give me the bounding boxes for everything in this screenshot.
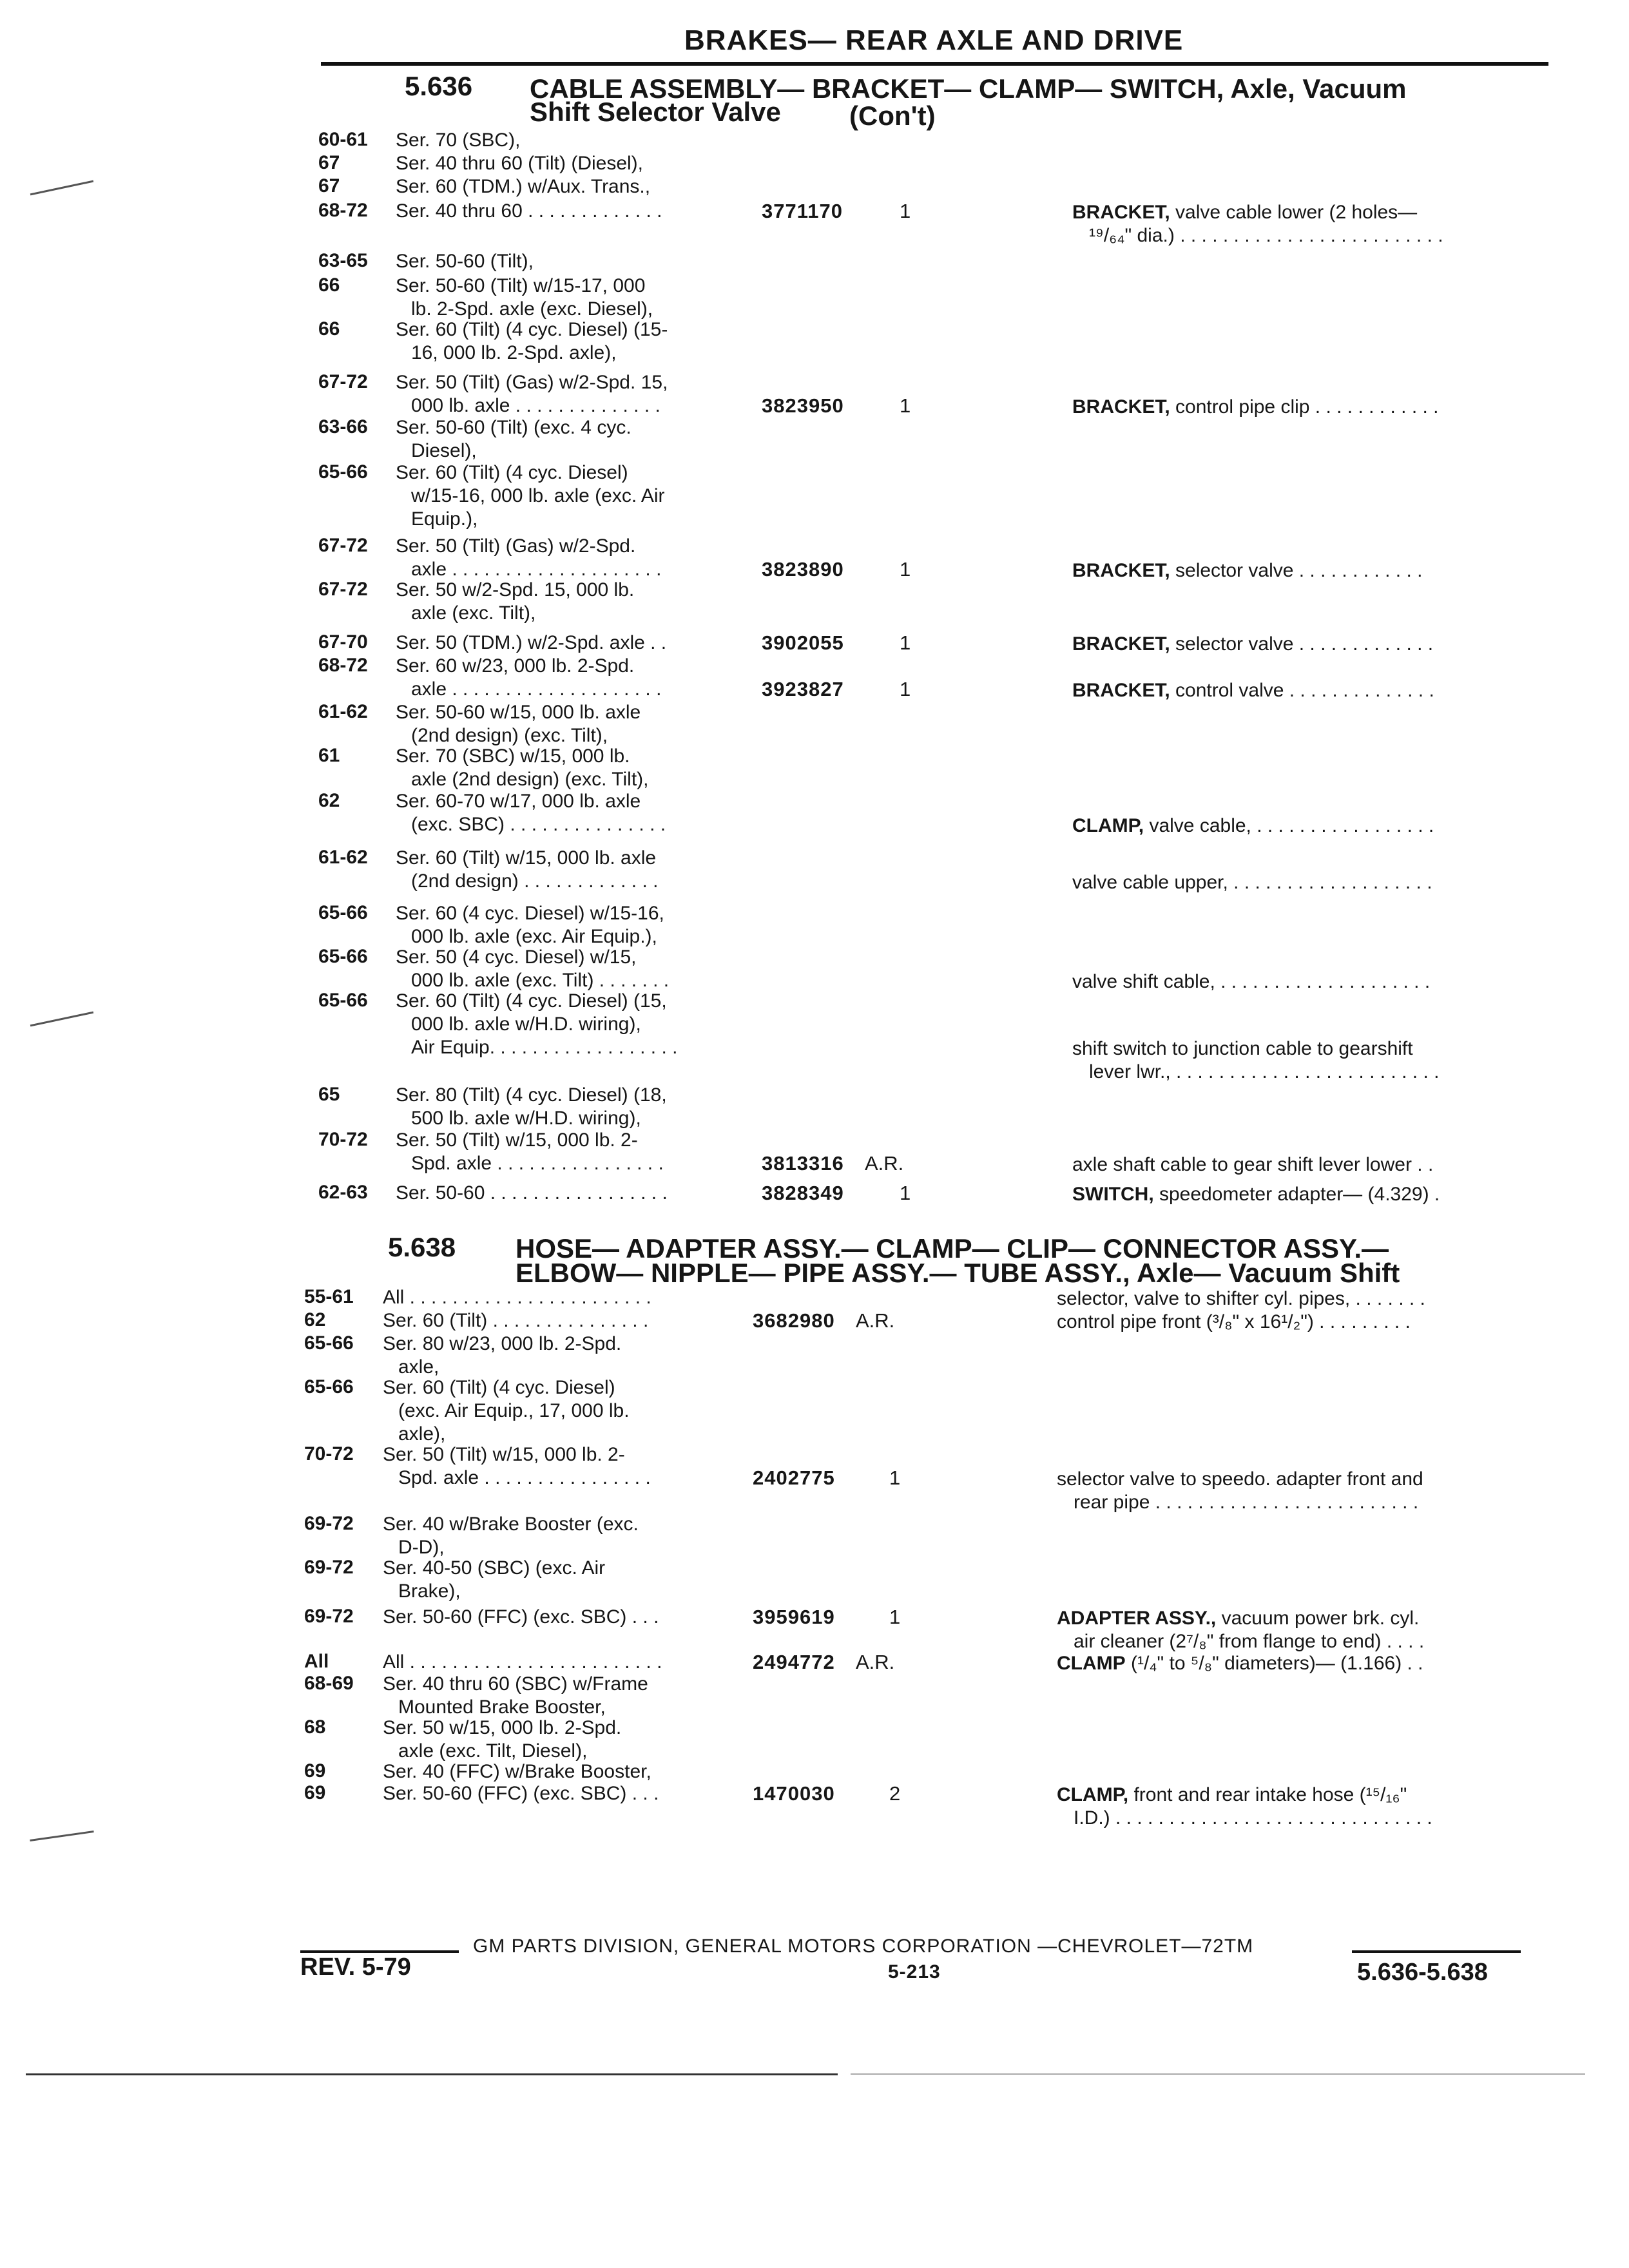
description-keyword: CLAMP,: [1072, 815, 1144, 836]
application-text-cont: Spd. axle . . . . . . . . . . . . . . . .: [398, 1467, 651, 1488]
part-number: 3813316: [762, 1152, 844, 1175]
part-number: 3823890: [762, 558, 844, 581]
model-year: 65-66: [318, 902, 368, 923]
part-number: 3771170: [762, 200, 843, 222]
application-text: Ser. 40 thru 60 (SBC) w/Frame: [383, 1673, 648, 1695]
description-text: (¹/₄" to ⁵/₈" diameters)— (1.166) . .: [1125, 1653, 1423, 1674]
section-title-line1: HOSE— ADAPTER ASSY.— CLAMP— CLIP— CONNECTOR ASSY.—: [516, 1233, 1389, 1264]
application-text: Ser. 60 (Tilt) (4 cyc. Diesel) (15-: [396, 319, 668, 340]
description-text: control pipe front (³/₈" x 16¹/₂") . . . . . . . . .: [1057, 1311, 1411, 1332]
scan-edge-line-faint: [851, 2073, 1585, 2075]
application-text-cont: Equip.),: [411, 508, 478, 530]
application-text-cont: 000 lb. axle . . . . . . . . . . . . . .: [411, 395, 660, 416]
footer-revision: REV. 5-79: [300, 1954, 411, 1981]
model-year: 66: [318, 274, 340, 296]
scan-mark: [30, 1831, 93, 1841]
part-description: [1072, 1153, 1433, 1177]
application-text: Ser. 80 w/23, 000 lb. 2-Spd.: [383, 1333, 622, 1354]
section-title-suffix: (Con't): [849, 101, 936, 131]
description-keyword: CLAMP: [1057, 1653, 1126, 1674]
model-year: 67-70: [318, 631, 368, 653]
model-year: 55-61: [304, 1286, 354, 1307]
part-description-cont: I.D.) . . . . . . . . . . . . . . . . . . . . . . . . . . . . . .: [1074, 1807, 1432, 1829]
description-keyword: BRACKET,: [1072, 680, 1170, 701]
description-keyword: BRACKET,: [1072, 633, 1170, 655]
application-text: Ser. 50 (Tilt) w/15, 000 lb. 2-: [396, 1129, 638, 1151]
model-year: 70-72: [318, 1129, 368, 1150]
application-text-cont: 000 lb. axle (exc. Air Equip.),: [411, 926, 657, 947]
model-year: 65-66: [318, 461, 368, 483]
application-text-cont: w/15-16, 000 lb. axle (exc. Air: [411, 485, 665, 506]
application-text-cont: lb. 2-Spd. axle (exc. Diesel),: [411, 298, 653, 320]
description-keyword: BRACKET,: [1072, 560, 1170, 581]
part-description: [1072, 871, 1432, 894]
quantity: 1: [900, 1182, 911, 1204]
application-text: Ser. 50 (Tilt) (Gas) w/2-Spd. 15,: [396, 372, 668, 393]
quantity: A.R.: [865, 1152, 904, 1175]
application-text-cont: 500 lb. axle w/H.D. wiring),: [411, 1108, 641, 1129]
description-text: vacuum power brk. cyl.: [1216, 1608, 1420, 1629]
application-text: Ser. 50-60 (FFC) (exc. SBC) . . .: [383, 1606, 659, 1628]
model-year: 67-72: [318, 579, 368, 600]
application-text: Ser. 50 (Tilt) (Gas) w/2-Spd.: [396, 535, 636, 557]
model-year: 69: [304, 1782, 326, 1803]
description-text: selector valve . . . . . . . . . . . .: [1170, 560, 1423, 581]
part-number: 3902055: [762, 631, 844, 654]
model-year: 67: [318, 175, 340, 197]
description-keyword: BRACKET,: [1072, 396, 1170, 418]
model-year: 63-65: [318, 250, 368, 271]
section-number: 5.636: [405, 71, 473, 101]
quantity: 1: [900, 558, 911, 581]
application-text-cont: axle (exc. Tilt, Diesel),: [398, 1740, 588, 1762]
model-year: 62: [304, 1309, 326, 1331]
model-year: 70-72: [304, 1443, 354, 1465]
part-number: 2402775: [753, 1466, 835, 1489]
description-text: axle shaft cable to gear shift lever lower . .: [1072, 1154, 1434, 1175]
part-description: [1072, 814, 1434, 838]
model-year: 67: [318, 152, 340, 173]
scan-mark: [30, 180, 93, 196]
application-text-cont: Diesel),: [411, 440, 477, 461]
model-year: 65: [318, 1084, 340, 1105]
application-text-cont: (exc. SBC) . . . . . . . . . . . . . . .: [411, 814, 666, 835]
part-description: [1072, 679, 1434, 702]
section-title-line2: ELBOW— NIPPLE— PIPE ASSY.— TUBE ASSY., Axle— Vacuum Shift: [516, 1258, 1400, 1288]
model-year: 69: [304, 1760, 326, 1782]
application-text: Ser. 50-60 (FFC) (exc. SBC) . . .: [383, 1783, 659, 1804]
quantity: A.R.: [856, 1309, 895, 1332]
application-text: Ser. 40 (FFC) w/Brake Booster,: [383, 1761, 651, 1782]
application-text-cont: Air Equip. . . . . . . . . . . . . . . . . .: [411, 1037, 678, 1058]
header-rule: [321, 62, 1548, 66]
application-text: All . . . . . . . . . . . . . . . . . . . . . . . .: [383, 1651, 662, 1673]
application-text-cont: 16, 000 lb. 2-Spd. axle),: [411, 342, 617, 363]
model-year: 69-72: [304, 1557, 354, 1578]
footer-page-number: 5-213: [888, 1961, 941, 1983]
part-description: [1072, 1183, 1440, 1206]
part-description-cont: air cleaner (2⁷/₈" from flange to end) . . . .: [1074, 1631, 1425, 1652]
model-year: 60-61: [318, 129, 368, 150]
application-text: Ser. 70 (SBC),: [396, 130, 521, 151]
application-text: Ser. 40 thru 60 (Tilt) (Diesel),: [396, 153, 644, 174]
page-header-title: BRAKES— REAR AXLE AND DRIVE: [684, 24, 1184, 56]
application-text: Ser. 60-70 w/17, 000 lb. axle: [396, 791, 641, 812]
description-text: selector valve to speedo. adapter front and: [1057, 1468, 1423, 1490]
application-text-cont: 000 lb. axle (exc. Tilt) . . . . . . .: [411, 970, 670, 991]
application-text: Ser. 50-60 . . . . . . . . . . . . . . . . .: [396, 1182, 668, 1204]
description-keyword: ADAPTER ASSY.,: [1057, 1608, 1217, 1629]
description-text: speedometer adapter— (4.329) .: [1153, 1184, 1440, 1205]
description-text: control pipe clip . . . . . . . . . . . .: [1170, 396, 1439, 418]
part-number: 1470030: [753, 1782, 835, 1805]
quantity: 1: [900, 394, 911, 417]
quantity: 2: [889, 1782, 901, 1805]
application-text: Ser. 70 (SBC) w/15, 000 lb.: [396, 745, 630, 767]
model-year: All: [304, 1651, 329, 1672]
description-text: selector, valve to shifter cyl. pipes, . . . . . . .: [1057, 1288, 1425, 1309]
model-year: 65-66: [318, 990, 368, 1011]
scan-mark: [30, 1012, 93, 1027]
model-year: 62: [318, 790, 340, 811]
application-text: Ser. 50 w/2-Spd. 15, 000 lb.: [396, 579, 635, 601]
application-text-cont: Spd. axle . . . . . . . . . . . . . . . .: [411, 1153, 664, 1174]
description-text: valve cable upper, . . . . . . . . . . . . . . . . . . .: [1072, 872, 1432, 893]
part-number: 3823950: [762, 394, 844, 417]
model-year: 68-69: [304, 1673, 354, 1694]
application-text: Ser. 80 (Tilt) (4 cyc. Diesel) (18,: [396, 1084, 667, 1106]
description-text: valve cable lower (2 holes—: [1170, 202, 1418, 223]
footer-section-range: 5.636-5.638: [1357, 1959, 1488, 1986]
quantity: 1: [900, 678, 911, 700]
application-text-cont: axle (exc. Tilt),: [411, 602, 536, 624]
section-number: 5.638: [388, 1232, 456, 1262]
part-description: [1057, 1652, 1423, 1675]
footer-rule-left: [300, 1950, 459, 1953]
model-year: 68-72: [318, 655, 368, 676]
description-text: control valve . . . . . . . . . . . . . .: [1170, 680, 1434, 701]
model-year: 69-72: [304, 1513, 354, 1534]
model-year: 66: [318, 318, 340, 340]
application-text-cont: Mounted Brake Booster,: [398, 1696, 606, 1718]
part-description: [1072, 201, 1417, 224]
description-keyword: CLAMP,: [1057, 1784, 1129, 1805]
part-number: 3959619: [753, 1606, 835, 1628]
model-year: 61: [318, 745, 340, 766]
quantity: A.R.: [856, 1651, 895, 1673]
part-description: [1057, 1287, 1425, 1311]
part-description: [1057, 1783, 1407, 1807]
application-text-cont: (2nd design) (exc. Tilt),: [411, 725, 608, 746]
application-text: All . . . . . . . . . . . . . . . . . . . . . . .: [383, 1287, 651, 1308]
model-year: 67-72: [318, 535, 368, 556]
part-description: [1057, 1468, 1423, 1491]
part-description-cont: lever lwr., . . . . . . . . . . . . . . . . . . . . . . . . .: [1089, 1061, 1440, 1082]
application-text: Ser. 60 (Tilt) (4 cyc. Diesel): [396, 462, 628, 483]
application-text: Ser. 60 (Tilt) . . . . . . . . . . . . . . .: [383, 1310, 649, 1331]
footer-rule-right: [1352, 1950, 1521, 1953]
model-year: 62-63: [318, 1182, 368, 1203]
part-description: [1072, 970, 1430, 994]
model-year: 65-66: [304, 1332, 354, 1354]
part-number: 3923827: [762, 678, 844, 700]
application-text-cont: D-D),: [398, 1537, 445, 1558]
description-text: valve shift cable, . . . . . . . . . . . . . . . . . . . .: [1072, 971, 1431, 992]
application-text: Ser. 50-60 w/15, 000 lb. axle: [396, 702, 641, 723]
application-text: Ser. 60 (4 cyc. Diesel) w/15-16,: [396, 903, 664, 924]
application-text-cont: axle),: [398, 1423, 446, 1445]
application-text: Ser. 60 (Tilt) (4 cyc. Diesel): [383, 1377, 615, 1398]
description-keyword: SWITCH,: [1072, 1184, 1154, 1205]
application-text: Ser. 60 (Tilt) w/15, 000 lb. axle: [396, 847, 657, 869]
application-text-cont: Brake),: [398, 1581, 461, 1602]
application-text: Ser. 50 (4 cyc. Diesel) w/15,: [396, 947, 637, 968]
application-text-cont: axle (2nd design) (exc. Tilt),: [411, 769, 649, 790]
part-description: [1072, 633, 1433, 656]
application-text: Ser. 60 (TDM.) w/Aux. Trans.,: [396, 176, 651, 197]
part-number: 3682980: [753, 1309, 835, 1332]
application-text: Ser. 60 (Tilt) (4 cyc. Diesel) (15,: [396, 990, 667, 1012]
section-title-line1: CABLE ASSEMBLY— BRACKET— CLAMP— SWITCH, Axle, Vacuum: [530, 73, 1407, 104]
description-text: valve cable, . . . . . . . . . . . . . . . . .: [1144, 815, 1434, 836]
description-text: front and rear intake hose (¹⁵/₁₆": [1128, 1784, 1407, 1805]
model-year: 61-62: [318, 701, 368, 722]
part-number: 3828349: [762, 1182, 844, 1204]
footer-company: GM PARTS DIVISION, GENERAL MOTORS CORPORATION —CHEVROLET—72TM: [473, 1936, 1254, 1957]
model-year: 68: [304, 1716, 326, 1738]
description-keyword: BRACKET,: [1072, 202, 1170, 223]
application-text-cont: 000 lb. axle w/H.D. wiring),: [411, 1014, 641, 1035]
model-year: 65-66: [318, 946, 368, 967]
quantity: 1: [889, 1466, 901, 1489]
application-text: Ser. 40 thru 60 . . . . . . . . . . . . .: [396, 200, 662, 222]
application-text-cont: axle . . . . . . . . . . . . . . . . . . . .: [411, 678, 662, 700]
model-year: 61-62: [318, 847, 368, 868]
part-description: [1072, 396, 1439, 419]
application-text: Ser. 50-60 (Tilt) w/15-17, 000: [396, 275, 646, 296]
part-description: [1057, 1607, 1419, 1630]
application-text: Ser. 40-50 (SBC) (exc. Air: [383, 1557, 606, 1579]
description-text: shift switch to junction cable to gearshift: [1072, 1038, 1413, 1059]
quantity: 1: [900, 631, 911, 654]
application-text: Ser. 50-60 (Tilt) (exc. 4 cyc.: [396, 417, 631, 438]
part-number: 2494772: [753, 1651, 835, 1673]
part-description: [1057, 1311, 1411, 1334]
application-text: Ser. 50 (Tilt) w/15, 000 lb. 2-: [383, 1444, 625, 1465]
part-description: [1072, 1037, 1413, 1061]
quantity: 1: [900, 200, 911, 222]
model-year: 67-72: [318, 371, 368, 392]
quantity: 1: [889, 1606, 901, 1628]
application-text-cont: (2nd design) . . . . . . . . . . . . .: [411, 870, 659, 892]
part-description: [1072, 559, 1422, 582]
application-text: Ser. 50 w/15, 000 lb. 2-Spd.: [383, 1717, 622, 1738]
application-text-cont: (exc. Air Equip., 17, 000 lb.: [398, 1400, 630, 1421]
description-text: selector valve . . . . . . . . . . . . .: [1170, 633, 1434, 655]
application-text: Ser. 50 (TDM.) w/2-Spd. axle . .: [396, 632, 667, 653]
application-text: Ser. 60 w/23, 000 lb. 2-Spd.: [396, 655, 635, 677]
section-title-line2: Shift Selector Valve: [530, 97, 781, 127]
model-year: 65-66: [304, 1376, 354, 1398]
application-text-cont: axle . . . . . . . . . . . . . . . . . . . .: [411, 559, 662, 580]
part-description-cont: rear pipe . . . . . . . . . . . . . . . . . . . . . . . . .: [1074, 1492, 1419, 1513]
model-year: 69-72: [304, 1606, 354, 1627]
application-text-cont: axle,: [398, 1356, 439, 1378]
model-year: 68-72: [318, 200, 368, 221]
application-text: Ser. 40 w/Brake Booster (exc.: [383, 1514, 639, 1535]
application-text: Ser. 50-60 (Tilt),: [396, 251, 534, 272]
scan-edge-line: [26, 2073, 838, 2075]
model-year: 63-66: [318, 416, 368, 437]
part-description-cont: ¹⁹/₆₄" dia.) . . . . . . . . . . . . . . . . . . . . . . . . .: [1089, 225, 1443, 246]
